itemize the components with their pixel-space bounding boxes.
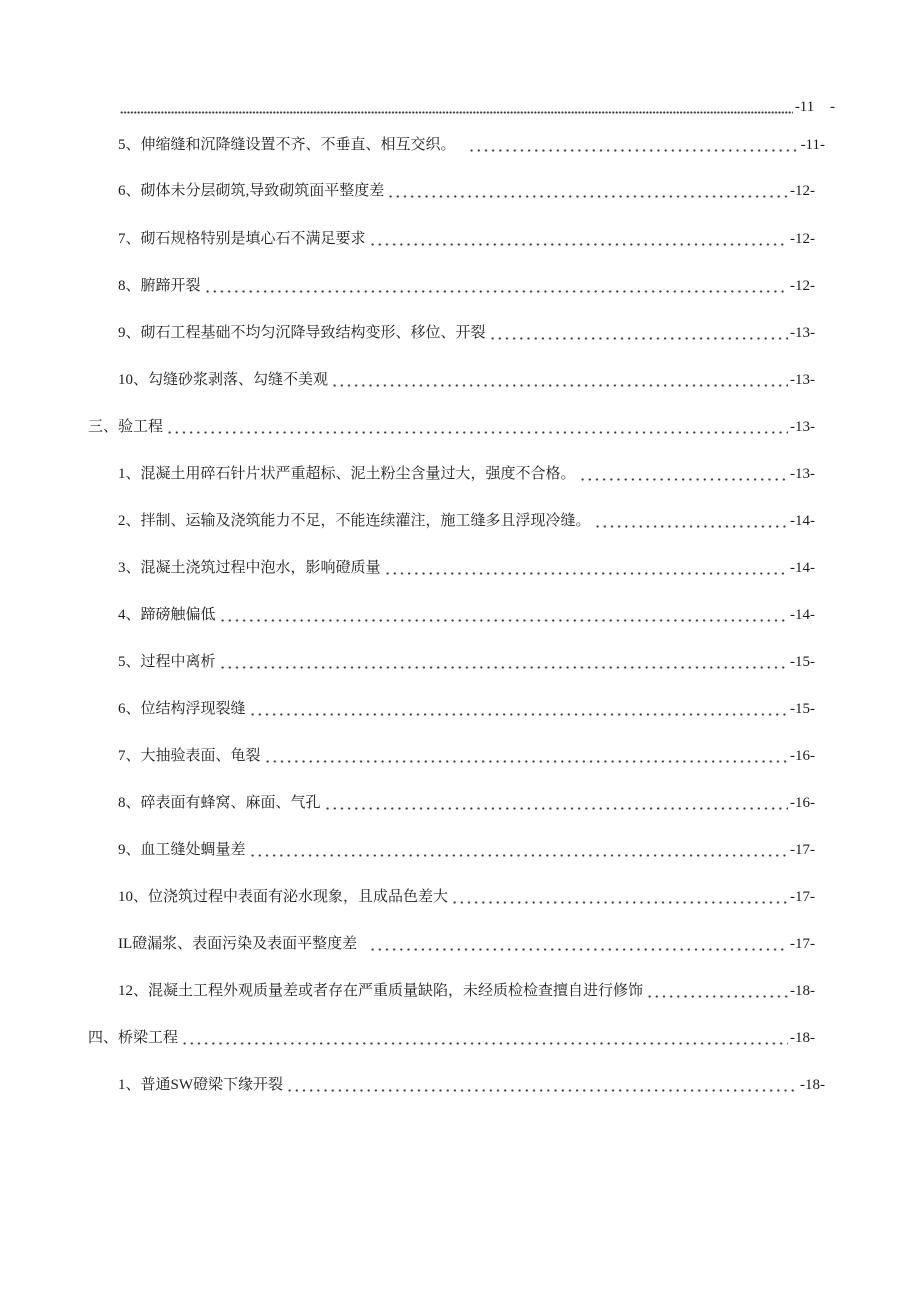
toc-entry-title: 1、普通SW磴梁下缘开裂 xyxy=(118,1077,284,1093)
toc-entry[interactable] xyxy=(118,933,815,955)
toc-entry-title: 4、蹄磅触偏低 xyxy=(118,607,216,623)
toc-entry-title: 10、勾缝砂浆剥落、勾缝不美观 xyxy=(118,372,329,388)
toc-entry[interactable] xyxy=(118,980,815,1002)
toc-entry-page: -15- xyxy=(790,654,815,670)
toc-section-title: 四、桥梁工程 xyxy=(88,1030,179,1046)
toc-entry-page: -18- xyxy=(790,983,815,999)
toc-entry-page: -18- xyxy=(800,1077,825,1093)
toc-entry-title: 5、过程中离析 xyxy=(118,654,216,670)
toc-entry-title: 8、腑蹄开裂 xyxy=(118,278,201,294)
toc-entry-page: -14- xyxy=(790,560,815,576)
toc-entry-page: -16- xyxy=(790,795,815,811)
toc-entry-title: 3、混凝土浇筑过程中泡水，影响磴质量 xyxy=(118,560,381,576)
toc-entry[interactable] xyxy=(118,557,815,579)
toc-entry-page: -11- xyxy=(800,137,825,153)
toc-entry[interactable] xyxy=(120,96,835,118)
dot-leader xyxy=(594,510,788,532)
toc-entry[interactable] xyxy=(118,698,815,720)
dot-leader xyxy=(489,322,788,344)
dot-leader xyxy=(384,557,788,579)
toc-entry[interactable] xyxy=(118,322,815,344)
toc-entry-page: -13- xyxy=(790,419,815,435)
dot-leader xyxy=(249,839,788,861)
dot-leader xyxy=(369,228,788,250)
toc-entry[interactable] xyxy=(118,1074,825,1096)
dot-leader xyxy=(219,651,788,673)
toc-entry-page: -13- xyxy=(790,466,815,482)
toc-entry-title: 2、拌制、运输及浇筑能力不足，不能连续灌注，施工缝多且浮现冷缝。 xyxy=(118,513,591,529)
dot-leader xyxy=(451,886,788,908)
toc-entry-title: 9、血工缝处蜩量差 xyxy=(118,842,246,858)
toc-entry-page: -12- xyxy=(790,231,815,247)
dot-leader xyxy=(286,1074,798,1096)
toc-section-entry[interactable] xyxy=(88,416,815,438)
toc-entry[interactable] xyxy=(118,275,815,297)
toc-entry[interactable] xyxy=(118,463,815,485)
toc-entry-page: -18- xyxy=(790,1030,815,1046)
toc-entry-page: -13- xyxy=(790,325,815,341)
dot-leader xyxy=(387,180,788,202)
toc-entry-title: 6、砌体未分层砌筑,导致砌筑面平整度差 xyxy=(118,183,385,199)
toc-entry-title: 10、位浇筑过程中表面有泌水现象，且成品色差大 xyxy=(118,889,449,905)
dot-leader xyxy=(249,698,788,720)
toc-entry-title: 6、位结构浮现裂缝 xyxy=(118,701,246,717)
toc-entry[interactable] xyxy=(118,510,815,532)
toc-entry-page: -15- xyxy=(790,701,815,717)
toc-entry-page: -11 - xyxy=(794,99,835,115)
toc-entry[interactable] xyxy=(118,134,825,156)
toc-section-title: 三、验工程 xyxy=(88,419,164,435)
toc-entry[interactable] xyxy=(118,180,815,202)
toc-entry[interactable] xyxy=(118,228,815,250)
toc-entry-title: 7、砌石规格特别是填心石不满足要求 xyxy=(118,231,366,247)
toc-entry-page: -13- xyxy=(790,372,815,388)
dot-leader xyxy=(331,369,788,391)
toc-entry-page: -12- xyxy=(790,183,815,199)
toc-entry-page: -17- xyxy=(790,936,815,952)
dot-leader xyxy=(181,1027,788,1049)
toc-entry-title: 12、混凝土工程外观质量差或者存在严重质量缺陷，未经质检检查擅自进行修饰 xyxy=(118,983,644,999)
dot-leader xyxy=(219,604,788,626)
dot-leader xyxy=(120,96,793,118)
toc-entry-page: -14- xyxy=(790,607,815,623)
toc-entry-page: -14- xyxy=(790,513,815,529)
toc-entry[interactable] xyxy=(118,651,815,673)
dot-leader xyxy=(646,980,788,1002)
toc-entry-title: IL磴漏浆、表面污染及表面平整度差 xyxy=(118,936,358,952)
toc-entry[interactable] xyxy=(118,839,815,861)
toc-entry-title: 7、大抽验表面、龟裂 xyxy=(118,748,261,764)
dot-leader xyxy=(204,275,788,297)
toc-entry-title: 1、混凝土用碎石针片状严重超标、泥土粉尘含量过大，强度不合格。 xyxy=(118,466,576,482)
toc-entry-title: 9、砌石工程基础不均匀沉降导致结构变形、移位、开裂 xyxy=(118,325,486,341)
toc-entry[interactable] xyxy=(118,604,815,626)
toc-entry[interactable] xyxy=(118,369,815,391)
dot-leader xyxy=(369,933,788,955)
toc-entry[interactable] xyxy=(118,886,815,908)
toc-entry-page: -17- xyxy=(790,889,815,905)
toc-entry-page: -16- xyxy=(790,748,815,764)
dot-leader xyxy=(166,416,788,438)
dot-leader xyxy=(264,745,788,767)
toc-entry-page: -12- xyxy=(790,278,815,294)
dot-leader xyxy=(468,134,799,156)
dot-leader xyxy=(579,463,788,485)
toc-entry-title: 5、伸缩缝和沉降缝设置不齐、不垂直、相互交织。 xyxy=(118,137,456,153)
toc-entry-title: 8、碎表面有蜂窝、麻面、气孔 xyxy=(118,795,321,811)
dot-leader xyxy=(324,792,788,814)
toc-section-entry[interactable] xyxy=(88,1027,815,1049)
toc-entry[interactable] xyxy=(118,792,815,814)
toc-entry[interactable] xyxy=(118,745,815,767)
toc-entry-page: -17- xyxy=(790,842,815,858)
